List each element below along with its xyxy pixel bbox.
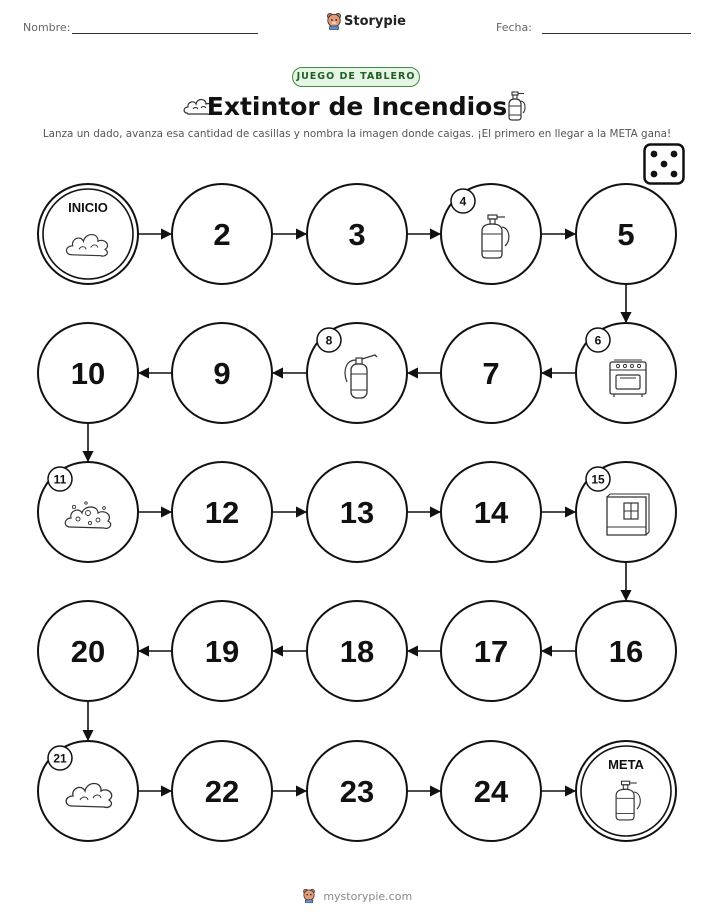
space-number: 12 <box>204 495 240 530</box>
space-number-badge: 6 <box>594 333 602 348</box>
board-space-13 <box>307 462 407 562</box>
bear-logo-icon <box>302 888 316 903</box>
board-space-9 <box>172 323 272 423</box>
game-type-badge: JUEGO DE TABLERO <box>292 67 420 87</box>
board-space-20 <box>38 601 138 701</box>
name-label: Nombre: <box>23 21 71 34</box>
board-space-23 <box>307 741 407 841</box>
board-space-24 <box>441 741 541 841</box>
board-space-17 <box>441 601 541 701</box>
space-number: 10 <box>70 356 106 391</box>
board-space-18 <box>307 601 407 701</box>
page-title: Extintor de Incendios <box>206 92 508 121</box>
space-number: 22 <box>204 774 240 809</box>
board-space-14 <box>441 462 541 562</box>
space-number: 2 <box>213 217 231 252</box>
space-number: 5 <box>617 217 635 252</box>
space-number: 17 <box>473 634 509 669</box>
space-number: 7 <box>482 356 500 391</box>
board-space-12 <box>172 462 272 562</box>
space-number-badge: 15 <box>591 472 605 487</box>
space-number: 9 <box>213 356 231 391</box>
space-number: 20 <box>70 634 106 669</box>
board-space-6 <box>576 323 676 423</box>
board-space-7 <box>441 323 541 423</box>
board-space-21 <box>38 741 138 841</box>
space-number-badge: 11 <box>53 472 67 487</box>
start-space <box>38 184 138 284</box>
space-number-badge: 4 <box>459 194 467 209</box>
board-space-11 <box>38 462 138 562</box>
board-space-2 <box>172 184 272 284</box>
goal-label: META <box>608 757 644 772</box>
footer-url: mystorypie.com <box>323 890 413 903</box>
space-number: 13 <box>339 495 375 530</box>
instructions-text: Lanza un dado, avanza esa cantidad de casillas y nombra la imagen donde caigas. ¡El primero en llegar a la META gana! <box>42 128 672 140</box>
space-number: 18 <box>339 634 375 669</box>
space-number-badge: 8 <box>325 333 333 348</box>
board-space-5 <box>576 184 676 284</box>
space-number: 23 <box>339 774 375 809</box>
board-space-19 <box>172 601 272 701</box>
board-space-8 <box>307 323 407 423</box>
brand-name: Storypie <box>344 14 406 29</box>
footer <box>0 888 714 903</box>
board-space-16 <box>576 601 676 701</box>
date-label: Fecha: <box>496 21 532 34</box>
start-label: INICIO <box>68 200 108 215</box>
goal-space <box>576 741 676 841</box>
space-number: 3 <box>348 217 366 252</box>
space-number: 16 <box>608 634 644 669</box>
board-space-4 <box>441 184 541 284</box>
board-space-10 <box>38 323 138 423</box>
space-number: 19 <box>204 634 240 669</box>
board-space-15 <box>576 462 676 562</box>
space-number-badge: 21 <box>53 751 67 766</box>
board-space-22 <box>172 741 272 841</box>
space-number: 24 <box>473 774 509 809</box>
space-number: 14 <box>473 495 509 530</box>
board-space-3 <box>307 184 407 284</box>
